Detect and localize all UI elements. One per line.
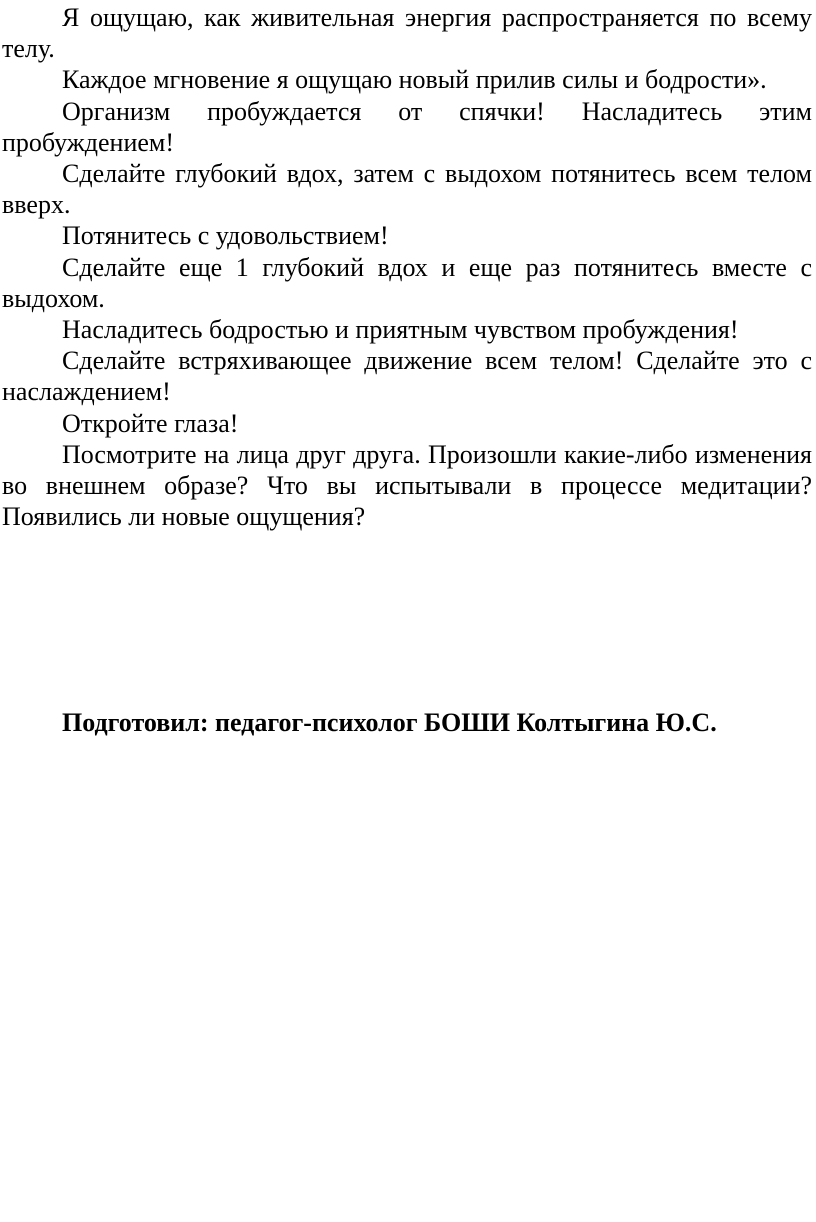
paragraph: Сделайте встряхивающее движение всем телом! Сделайте это с наслаждением! <box>2 346 812 407</box>
paragraph: Организм пробуждается от спячки! Насладитесь этим пробуждением! <box>2 96 812 157</box>
paragraph: Посмотрите на лица друг друга. Произошли какие-либо изменения во внешнем образе? Что вы испытывали в процессе медитации? Появились ли новые ощущения? <box>2 439 812 532</box>
paragraph: Сделайте еще 1 глубокий вдох и еще раз потянитесь вместе с выдохом. <box>2 252 812 313</box>
paragraph: Насладитесь бодростью и приятным чувством пробуждения! <box>62 315 739 345</box>
paragraph: Потянитесь с удовольствием! <box>62 221 389 251</box>
paragraph: Я ощущаю, как живительная энергия распространяется по всему телу. <box>2 3 812 64</box>
paragraph: Сделайте глубокий вдох, затем с выдохом потянитесь всем телом вверх. <box>2 159 812 220</box>
paragraph: Каждое мгновение я ощущаю новый прилив силы и бодрости». <box>62 65 767 95</box>
paragraph: Откройте глаза! <box>62 408 239 438</box>
author-signature: Подготовил: педагог-психолог БОШИ Колтыгина Ю.С. <box>62 708 717 737</box>
